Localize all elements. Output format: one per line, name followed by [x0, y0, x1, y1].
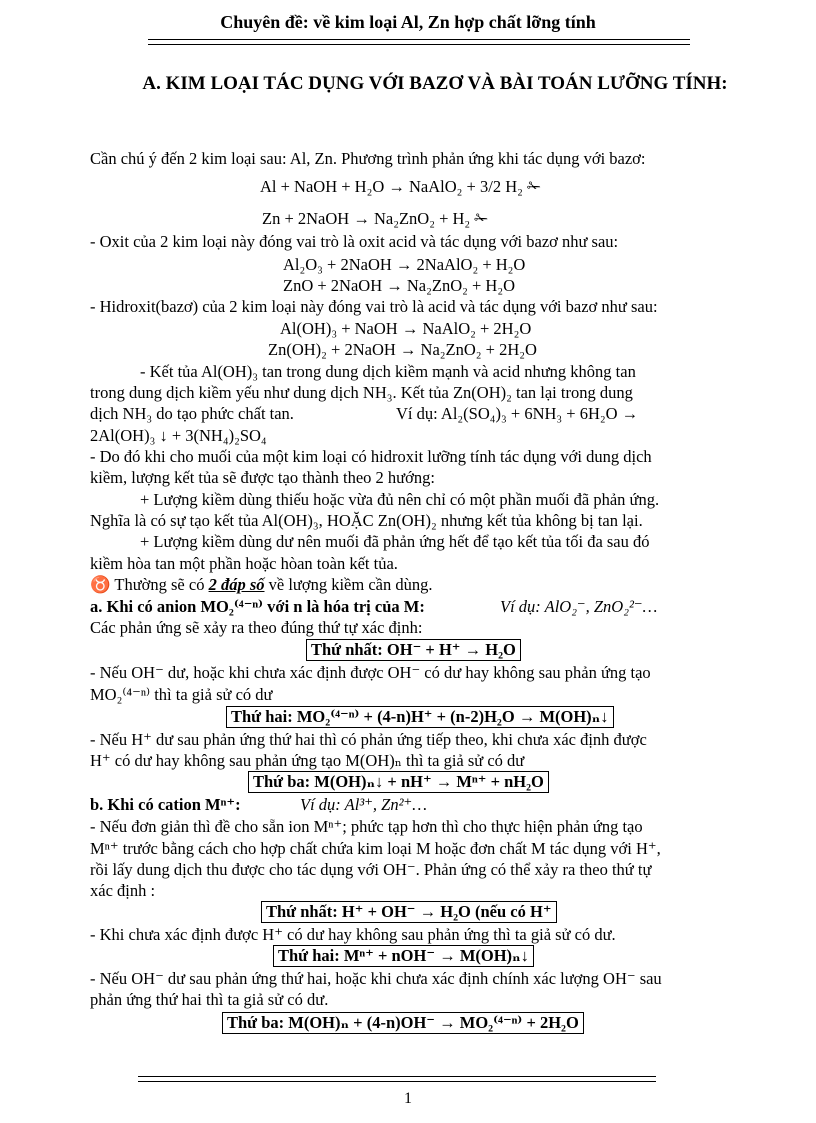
paragraph-line: phản ứng thứ hai thì ta giả sử có dư. — [90, 990, 329, 1009]
paragraph-line: - Nếu H⁺ dư sau phản ứng thứ hai thì có phản ứng tiếp theo, khi chưa xác định được — [90, 730, 647, 749]
paragraph-line: - Nếu OH⁻ dư sau phản ứng thứ hai, hoặc khi chưa xác định chính xác lượng OH⁻ sau — [90, 969, 662, 988]
paragraph-line: xác định : — [90, 881, 156, 900]
footer-rule — [138, 1076, 656, 1082]
paragraph-line: kiềm hòa tan một phần hoặc hòan toàn kết tủa. — [90, 554, 398, 573]
paragraph-line: Các phản ứng sẽ xảy ra theo đúng thứ tự xác định: — [90, 618, 423, 637]
page-number: 1 — [404, 1090, 412, 1107]
equation-5: Al(OH)₃ + NaOH → NaAlO₂ + 2H₂O — [280, 319, 532, 338]
reaction-box-1: Thứ nhất: OH⁻ + H⁺ → H₂O — [306, 639, 521, 661]
paragraph-line: dịch NH₃ do tạo phức chất tan. — [90, 404, 294, 423]
reaction-box-3: Thứ ba: M(OH)ₙ↓ + nH⁺ → Mⁿ⁺ + nH₂O — [248, 771, 549, 793]
equation-4: ZnO + 2NaOH → Na₂ZnO₂ + H₂O — [283, 276, 515, 295]
paragraph-line: Nghĩa là có sự tạo kết tủa Al(OH)₃, HOẶC Zn(OH)₂ nhưng kết tủa không bị tan lại. — [90, 511, 643, 530]
paragraph-line: - Khi chưa xác định được H⁺ có dư hay không sau phản ứng thì ta giả sử có dư. — [90, 925, 616, 944]
page-header: Chuyên đề: về kim loại Al, Zn hợp chất lỡng tính — [220, 12, 596, 32]
subsection-b-heading: b. Khi có cation Mⁿ⁺: — [90, 795, 241, 814]
paragraph-line: - Nếu đơn giản thì đề cho sẵn ion Mⁿ⁺; phức tạp hơn thì cho thực hiện phản ứng tạo — [90, 817, 643, 836]
oxide-text: - Oxit của 2 kim loại này đóng vai trò là oxit acid và tác dụng với bazơ như sau: — [90, 232, 619, 251]
header-rule — [148, 39, 690, 45]
paragraph-line: + Lượng kiềm dùng dư nên muối đã phản ứng hết để tạo kết tủa tối đa sau đó — [140, 532, 650, 551]
reaction-box-6: Thứ ba: M(OH)ₙ + (4-n)OH⁻ → MO₂⁽⁴⁻ⁿ⁾ + 2H₂O — [222, 1012, 584, 1034]
paragraph-line: 2Al(OH)₃ ↓ + 3(NH₄)₂SO₄ — [90, 426, 267, 445]
paragraph-line: trong dung dịch kiềm yếu như dung dịch NH₃. Kết tủa Zn(OH)₂ tan lại trong dung — [90, 383, 633, 402]
reaction-box-4: Thứ nhất: H⁺ + OH⁻ → H₂O (nếu có H⁺ — [261, 901, 557, 923]
subsection-b-example: Ví dụ: Al³⁺, Zn²⁺… — [300, 795, 427, 814]
example-equation: Ví dụ: Al₂(SO₄)₃ + 6NH₃ + 6H₂O → — [396, 404, 639, 423]
paragraph-line: MO₂⁽⁴⁻ⁿ⁾ thì ta giả sử có dư — [90, 685, 273, 704]
paragraph-line: - Do đó khi cho muối của một kim loại có hidroxit lưỡng tính tác dụng với dung dịch — [90, 447, 652, 466]
taurus-icon: ♉ — [90, 575, 111, 594]
paragraph-line: kiềm, lượng kết tủa sẽ được tạo thành theo 2 hướng: — [90, 468, 435, 487]
reaction-box-5: Thứ hai: Mⁿ⁺ + nOH⁻ → M(OH)ₙ↓ — [273, 945, 534, 967]
paragraph-line: rồi lấy dung dịch thu được cho tác dụng với OH⁻. Phản ứng có thể xảy ra theo thứ tự — [90, 860, 652, 879]
paragraph-line: Mⁿ⁺ trước bằng cách cho hợp chất chứa kim loại M hoặc đơn chất M tác dụng với H⁺, — [90, 839, 661, 858]
section-title: A. KIM LOẠI TÁC DỤNG VỚI BAZƠ VÀ BÀI TOÁN LƯỠNG TÍNH: — [142, 73, 728, 94]
equation-6: Zn(OH)₂ + 2NaOH → Na₂ZnO₂ + 2H₂O — [268, 340, 537, 359]
subsection-a-example: Ví dụ: AlO₂⁻, ZnO₂²⁻… — [500, 597, 658, 616]
intro-text: Cần chú ý đến 2 kim loại sau: Al, Zn. Phương trình phản ứng khi tác dụng với bazơ: — [90, 149, 646, 168]
emphasis-text: 2 đáp số — [208, 575, 265, 594]
paragraph-line: - Nếu OH⁻ dư, hoặc khi chưa xác định được OH⁻ có dư hay không sau phản ứng tạo — [90, 663, 651, 682]
equation-1: Al + NaOH + H₂O → NaAlO₂ + 3/2 H₂ ✁ — [260, 177, 541, 196]
subsection-a-heading: a. Khi có anion MO₂⁽⁴⁻ⁿ⁾ với n là hóa trị của M: — [90, 597, 425, 616]
note-line: ♉ Thường sẽ có 2 đáp số về lượng kiềm cần dùng. — [90, 575, 433, 594]
reaction-box-2: Thứ hai: MO₂⁽⁴⁻ⁿ⁾ + (4-n)H⁺ + (n-2)H₂O → M(OH)ₙ↓ — [226, 706, 614, 728]
equation-2: Zn + 2NaOH → Na₂ZnO₂ + H₂ ✁ — [262, 209, 489, 228]
paragraph-line: - Kết tủa Al(OH)₃ tan trong dung dịch kiềm mạnh và acid nhưng không tan — [140, 362, 636, 381]
paragraph-line: H⁺ có dư hay không sau phản ứng tạo M(OH)ₙ thì ta giả sử có dư — [90, 751, 525, 770]
equation-3: Al₂O₃ + 2NaOH → 2NaAlO₂ + H₂O — [283, 255, 526, 274]
paragraph-line: + Lượng kiềm dùng thiếu hoặc vừa đủ nên chỉ có một phần muối đã phản ứng. — [140, 490, 660, 509]
hydroxide-text: - Hidroxit(bazơ) của 2 kim loại này đóng vai trò là acid và tác dụng với bazơ như sau: — [90, 297, 658, 316]
